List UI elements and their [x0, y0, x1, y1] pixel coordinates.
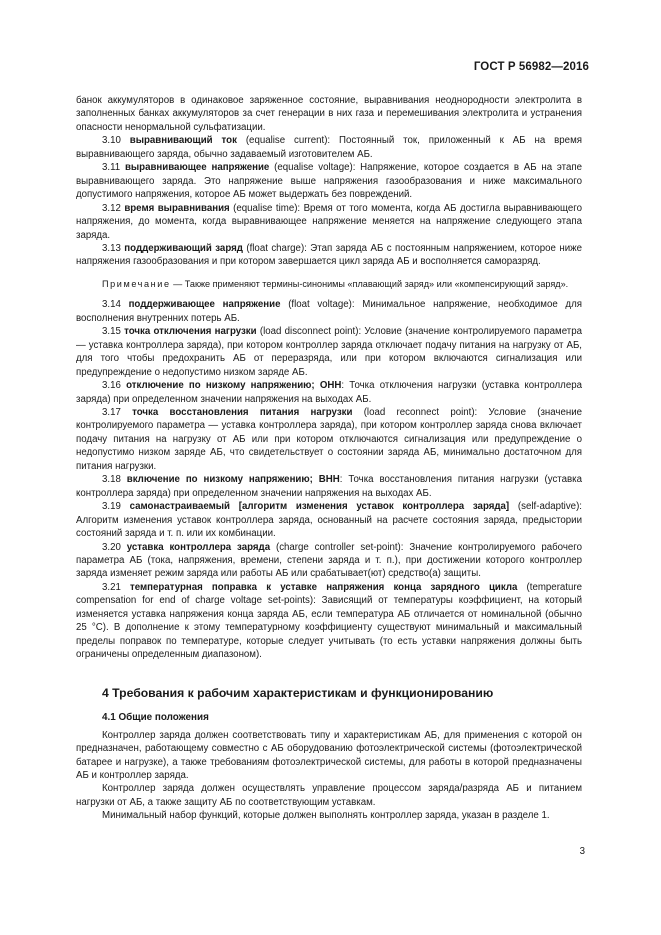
clause-3-17 — [76, 406, 582, 473]
clause-3-16 — [76, 379, 582, 406]
term: точка отключения нагрузки — [124, 326, 257, 338]
definition: (charge controller set-point): Значение контролируемого рабочего параметра АБ (тока, напряжения, времени, степени заряда и т. п.), при достижении которого контроллер заряда изменяет режим заряда или работы АБ или срабатывает(ют) средство(а) защиты. — [76, 541, 582, 580]
term: включение по низкому напряжению; ВНН — [126, 474, 340, 486]
clause-number: 3.13 — [102, 242, 121, 254]
clause-number: 3.18 — [102, 474, 121, 486]
page-number: 3 — [579, 846, 585, 857]
clause-3-19 — [76, 500, 582, 540]
document-body — [76, 94, 582, 823]
clause-number: 3.19 — [102, 501, 121, 513]
clause-number: 3.16 — [102, 380, 121, 392]
term: время выравнивания — [124, 202, 230, 214]
note — [76, 278, 582, 291]
term: точка восстановления питания нагрузки — [132, 407, 353, 419]
subsection-4-1-title: 4.1 Общие положения — [102, 711, 209, 723]
term: отключение по низкому напряжению; ОНН — [126, 380, 342, 392]
clause-3-14 — [76, 298, 582, 325]
definition: (equalise voltage): Напряжение, которое создается в АБ на этапе выравнивающего заряда. Это напряжение выше напряжения газообразования и ниже максимального допустимого напряжения, которое АБ может выдержать без повреждений. — [76, 162, 582, 201]
term: выравнивающее напряжение — [124, 162, 270, 174]
definition: (float voltage): Минимальное напряжение, необходимое для восполнения внутренних потерь АБ. — [76, 299, 582, 324]
paragraph-continuation: банок аккумуляторов в одинаковое заряженное состояние, выравнивания неоднородности электролита в заполненных банках аккумуляторов за счет генерации в них газа и перемешивания электролита и устранения опасности ненормальной сульфатизации. — [76, 95, 582, 133]
clause-3-20 — [76, 541, 582, 581]
definition: : Точка отключения нагрузки (уставка контроллера заряда) при определенном значении напряжения на выходах АБ. — [76, 380, 582, 405]
clause-number: 3.21 — [102, 581, 121, 593]
term: уставка контроллера заряда — [126, 541, 271, 553]
standard-number: ГОСТ Р 56982—2016 — [473, 61, 589, 73]
definition: (self-adaptive): Алгоритм изменения уставок контроллера заряда, основанный на расчете состояния заряда, предыстории состояний заряда и т. п. или их комбинации. — [76, 501, 582, 540]
clause-number: 3.10 — [102, 135, 121, 147]
term: выравнивающий ток — [129, 135, 237, 147]
clause-3-10 — [76, 134, 582, 161]
definition: (load reconnect point): Условие (значение контролируемого параметра — уставка контроллера заряда), при котором контроллер заряда снова включает подачу питания на нагрузку от АБ или при котором отключаются сигнализация или предупреждение о недопустимо низком заряде АБ, что свидетельствует о состоянии заряда АБ, минимально достаточном для питания нагрузки. — [76, 407, 583, 472]
clause-3-15 — [76, 325, 582, 379]
definition: (float charge): Этап заряда АБ с постоянным напряжением, которое ниже напряжения газообразования и при котором завершается цикл заряда АБ и восполняется саморазряд. — [76, 242, 582, 268]
clause-3-12 — [76, 202, 582, 242]
clause-number: 3.20 — [102, 541, 121, 553]
section-4-paragraph: Контроллер заряда должен осуществлять управление процессом заряда/разряда АБ и питанием нагрузки от АБ, а также защиту АБ по соответствующим уставкам. — [76, 783, 582, 808]
note-text: — Также применяют термины-синонимы «плавающий заряд» или «компенсирующий заряд». — [170, 278, 569, 289]
clause-number: 3.17 — [102, 407, 121, 419]
clause-number: 3.12 — [102, 202, 121, 214]
clause-number: 3.15 — [102, 326, 121, 338]
definition: (equalise current): Постоянный ток, приложенный к АБ на время выравнивающего заряда, обычно задаваемый изготовителем АБ. — [76, 135, 582, 160]
term: самонастраиваемый [алгоритм изменения уставок контроллера заряда] — [129, 501, 510, 513]
term: поддерживающий заряд — [124, 242, 243, 254]
definition: (temperature compensation for end of charge voltage set-points): Зависящий от температуры коэффициент, на который изменяется уставка напряжения конца заряда АБ, если температура АБ отличается от номинальной (обычно 25 °С). В дополнение к этому температурному коэффициенту существуют минимальный и максимальный пределы поправок по температуре, которые следует учитывать (то есть уставки напряжения должны быть ограничены определенным диапазоном). — [76, 581, 582, 661]
section-4-paragraph: Контроллер заряда должен соответствовать типу и характеристикам АБ, для применения с которой он предназначен, работающему совместно с АБ оборудованию фотоэлектрической системы (фотоэлектрической батарее и нагрузке), а также требованиям фотоэлектрической системы, для работы в которой предназначены АБ и контроллер заряда. — [76, 729, 582, 781]
definition: : Точка восстановления питания нагрузки (уставка контроллера заряда) при определенном значении напряжения на выходах АБ. — [76, 474, 583, 499]
term: поддерживающее напряжение — [128, 299, 281, 311]
clause-3-13 — [76, 242, 582, 269]
section-4-title: 4 Требования к рабочим характеристикам и функционированию — [102, 685, 494, 700]
clause-number: 3.11 — [102, 162, 121, 174]
definition: (equalise time): Время от того момента, когда АБ достигла выравнивающего напряжения, до момента, когда выравнивающее напряжение меняется на напряжение следующего этапа заряда. — [76, 202, 582, 241]
term: температурная поправка к уставке напряжения конца зарядного цикла — [130, 581, 518, 593]
clause-number: 3.14 — [102, 299, 121, 311]
note-label: Примечание — [102, 278, 171, 289]
clause-3-18 — [76, 473, 582, 500]
definition: (load disconnect point): Условие (значение контролируемого параметра — уставка контроллера заряда), при котором контроллер заряда отключает подачу питания на нагрузку от АБ, для того чтобы предохранить АБ от переразряда, или при котором включаются сигнализация или предупреждение о недопустимо низком заряде АБ. — [76, 326, 582, 378]
clause-3-21 — [76, 581, 582, 662]
section-4-paragraph: Минимальный набор функций, которые должен выполнять контроллер заряда, указан в разделе 1. — [102, 810, 550, 822]
clause-3-11 — [76, 161, 582, 201]
